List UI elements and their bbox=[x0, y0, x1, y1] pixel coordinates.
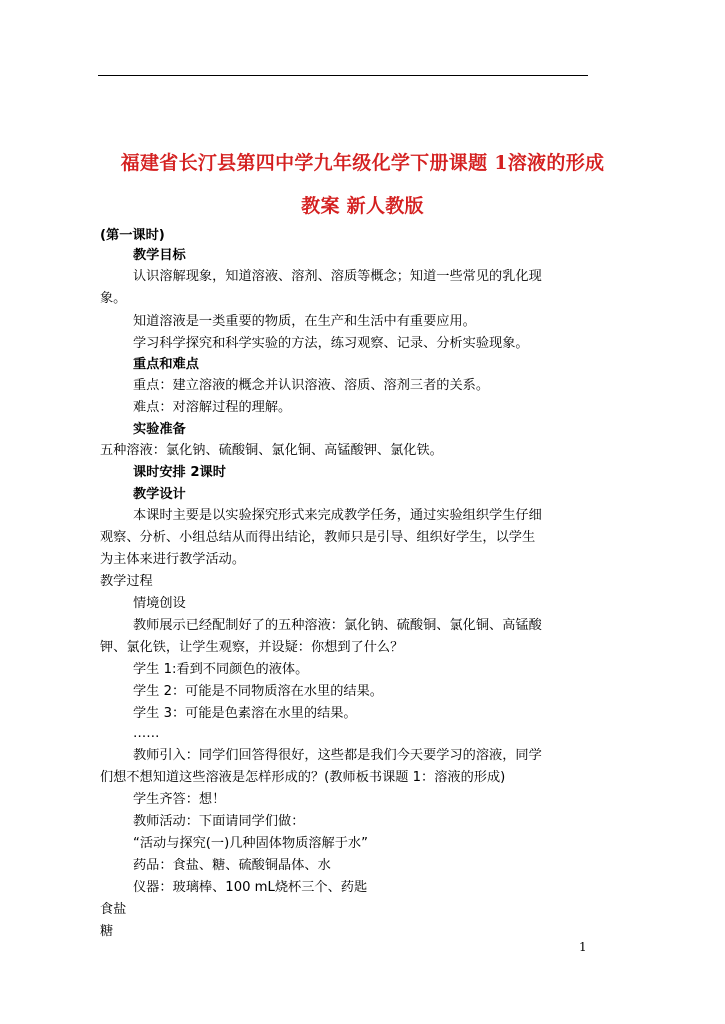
text-line: …… bbox=[133, 726, 160, 741]
text-line: 难点：对溶解过程的理解。 bbox=[133, 400, 292, 415]
heading-process: 教学过程 bbox=[100, 574, 153, 589]
text-line: 象。 bbox=[100, 291, 127, 306]
text-line: 学生 1:看到不同颜色的液体。 bbox=[133, 662, 309, 677]
text-line: 认识溶解现象，知道溶液、溶剂、溶质等概念；知道一些常见的乳化现 bbox=[133, 269, 542, 284]
lesson-period: (第一课时) bbox=[100, 228, 165, 243]
text-line: 糖 bbox=[100, 924, 114, 939]
text-line: 学生 2：可能是不同物质溶在水里的结果。 bbox=[133, 684, 383, 699]
heading-objectives: 教学目标 bbox=[133, 248, 186, 263]
text-line: 钾、氯化铁，让学生观察，并设疑：你想到了什么？ bbox=[100, 640, 404, 655]
heading-preparation: 实验准备 bbox=[133, 422, 186, 437]
text-line: 药品：食盐、糖、硫酸铜晶体、水 bbox=[133, 858, 331, 873]
text-line: 仪器：玻璃棒、100 mL烧杯三个、药匙 bbox=[133, 880, 368, 895]
text-line: 知道溶液是一类重要的物质，在生产和生活中有重要应用。 bbox=[133, 314, 476, 329]
text-line: 观察、分析、小组总结从而得出结论，教师只是引导、组织好学生，以学生 bbox=[100, 530, 536, 545]
text-line: 五种溶液：氯化钠、硫酸铜、氯化铜、高锰酸钾、氯化铁。 bbox=[100, 443, 443, 458]
text-line: 教师活动：下面请同学们做： bbox=[133, 814, 305, 829]
text-line: 们想不想知道这些溶液是怎样形成的？(教师板书课题 1：溶液的形成) bbox=[100, 770, 506, 785]
text-line: “活动与探究(一)几种固体物质溶解于水” bbox=[133, 836, 368, 851]
heading-schedule: 课时安排 2课时 bbox=[133, 465, 226, 480]
heading-design: 教学设计 bbox=[133, 487, 186, 502]
text-line: 学生 3：可能是色素溶在水里的结果。 bbox=[133, 706, 357, 721]
heading-key-points: 重点和难点 bbox=[133, 357, 199, 372]
document-title-line-1: 福建省长汀县第四中学九年级化学下册课题 1溶液的形成 bbox=[120, 152, 605, 174]
text-line: 重点：建立溶液的概念并认识溶液、溶质、溶剂三者的关系。 bbox=[133, 378, 490, 393]
text-line: 教师展示已经配制好了的五种溶液：氯化钠、硫酸铜、氯化铜、高锰酸 bbox=[133, 618, 542, 633]
document-title-line-2: 教案 新人教版 bbox=[301, 195, 424, 217]
text-line: 食盐 bbox=[100, 902, 127, 917]
text-line: 为主体来进行教学活动。 bbox=[100, 552, 246, 567]
header-rule bbox=[98, 75, 588, 76]
text-line: 学习科学探究和科学实验的方法，练习观察、记录、分析实验现象。 bbox=[133, 336, 529, 351]
text-line: 本课时主要是以实验探究形式来完成教学任务，通过实验组织学生仔细 bbox=[133, 508, 542, 523]
page-number: 1 bbox=[579, 940, 587, 954]
text-line: 教师引入：同学们回答得很好，这些都是我们今天要学习的溶液，同学 bbox=[133, 748, 542, 763]
text-line: 情境创设 bbox=[133, 596, 186, 611]
text-line: 学生齐答：想！ bbox=[133, 792, 226, 807]
